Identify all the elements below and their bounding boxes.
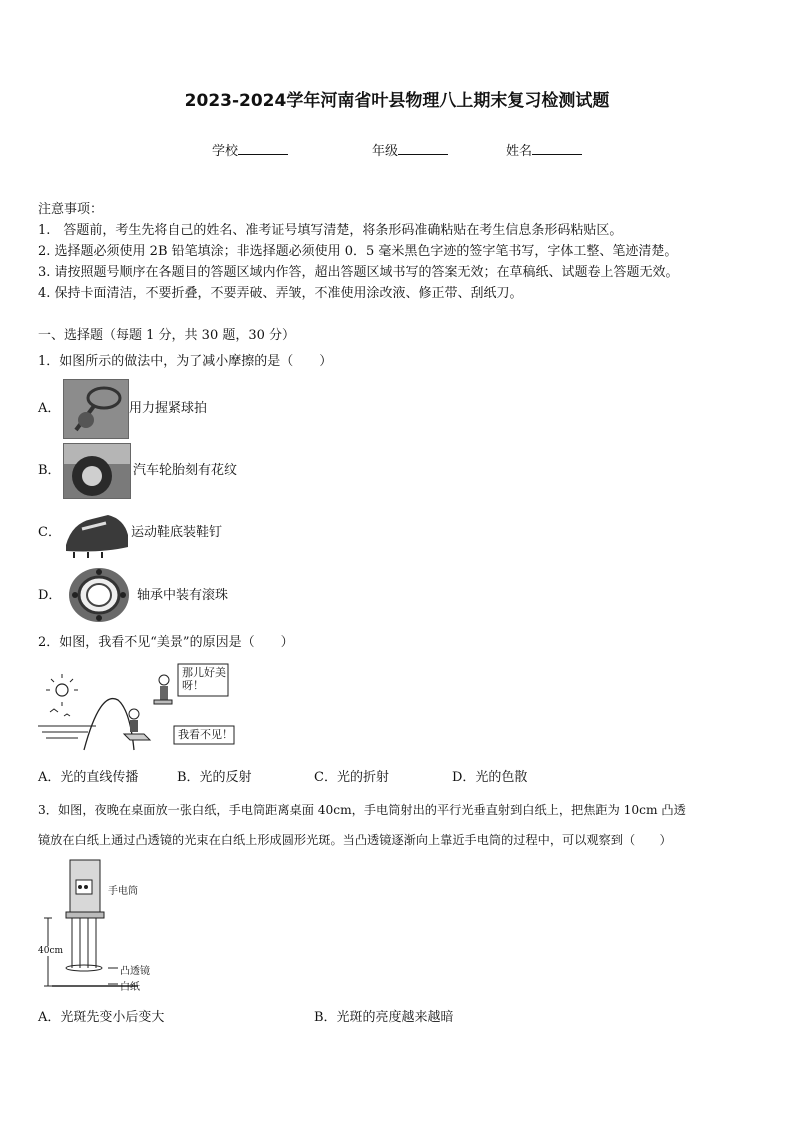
q2-figure	[38, 660, 238, 752]
q1-option-a-text: 用力握紧球拍	[129, 401, 208, 416]
name-field[interactable]: 姓名	[506, 140, 582, 159]
speech-bubble-bottom: 我看不见！	[178, 728, 233, 741]
notice-heading: 注意事项：	[38, 202, 104, 217]
racket-grip-image	[63, 379, 129, 439]
bearing-icon	[66, 566, 132, 624]
ball-bearing-image	[66, 566, 132, 624]
flashlight-lens-diagram-icon	[38, 858, 178, 998]
q3-figure	[38, 858, 178, 998]
school-field[interactable]: 学校	[212, 140, 288, 159]
paper-label: 白纸	[120, 982, 140, 993]
notice-item: 4. 保持卡面清洁，不要折叠，不要弄破、弄皱，不准使用涂改液、修正带、刮纸刀。	[38, 286, 523, 301]
q1-stem: 1．如图所示的做法中，为了减小摩擦的是（ ）	[38, 354, 333, 369]
spike-shoe-image	[62, 505, 130, 561]
q1-option-c-letter[interactable]: C．	[38, 525, 61, 540]
page-title: 2023-2024学年河南省叶县物理八上期末复习检测试题	[184, 91, 610, 111]
shoe-icon	[62, 505, 130, 561]
q1-option-b-letter[interactable]: B．	[38, 463, 61, 478]
q3-option-a[interactable]: A．光斑先变小后变大	[38, 1010, 165, 1025]
speech-bubble-top: 那儿好美呀！	[182, 666, 226, 692]
section-heading: 一、选择题（每题 1 分，共 30 题，30 分）	[38, 328, 296, 343]
notice-item: 3. 请按照题号顺序在各题目的答题区域内作答，超出答题区域书写的答案无效；在草稿纸、试题卷上答题无效。	[38, 265, 679, 280]
tire-icon	[64, 444, 130, 498]
grade-field[interactable]: 年级	[372, 140, 448, 159]
q1-option-c-text: 运动鞋底装鞋钉	[131, 525, 223, 540]
q2-option-d[interactable]: D．光的色散	[452, 770, 528, 785]
q2-stem: 2．如图，我看不见“美景”的原因是（ ）	[38, 635, 294, 650]
q3-option-b[interactable]: B．光斑的亮度越来越暗	[314, 1010, 454, 1025]
q1-option-a-letter[interactable]: A．	[38, 401, 61, 416]
distance-label: 40cm	[38, 946, 64, 956]
q2-option-c[interactable]: C．光的折射	[314, 770, 389, 785]
q3-stem-line1: 3．如图，夜晚在桌面放一张白纸，手电筒距离桌面 40cm，手电筒射出的平行光垂直射到白纸上，把焦距为 10cm 凸透	[38, 803, 686, 817]
q2-option-b[interactable]: B．光的反射	[177, 770, 252, 785]
notice-item: 1. 答题前，考生先将自己的姓名、准考证号填写清楚，将条形码准确粘贴在考生信息条形码粘贴区。	[38, 223, 623, 238]
q1-option-d-text: 轴承中装有滚珠	[137, 588, 229, 603]
notice-item: 2. 选择题必须使用 2B 铅笔填涂；非选择题必须使用 0．5 毫米黑色字迹的签字笔书写，字体工整、笔迹清楚。	[38, 244, 678, 259]
q1-option-b-text: 汽车轮胎刻有花纹	[133, 463, 238, 478]
racket-icon	[64, 380, 128, 438]
lens-label: 凸透镜	[120, 966, 150, 977]
q3-stem-line2: 镜放在白纸上通过凸透镜的光束在白纸上形成圆形光斑。当凸透镜逐渐向上靠近手电筒的过程中，可以观察到（ ）	[38, 833, 672, 847]
q1-option-d-letter[interactable]: D．	[38, 588, 62, 603]
flashlight-label: 手电筒	[108, 886, 138, 897]
car-tire-image	[63, 443, 131, 499]
q2-option-a[interactable]: A．光的直线传播	[38, 770, 139, 785]
